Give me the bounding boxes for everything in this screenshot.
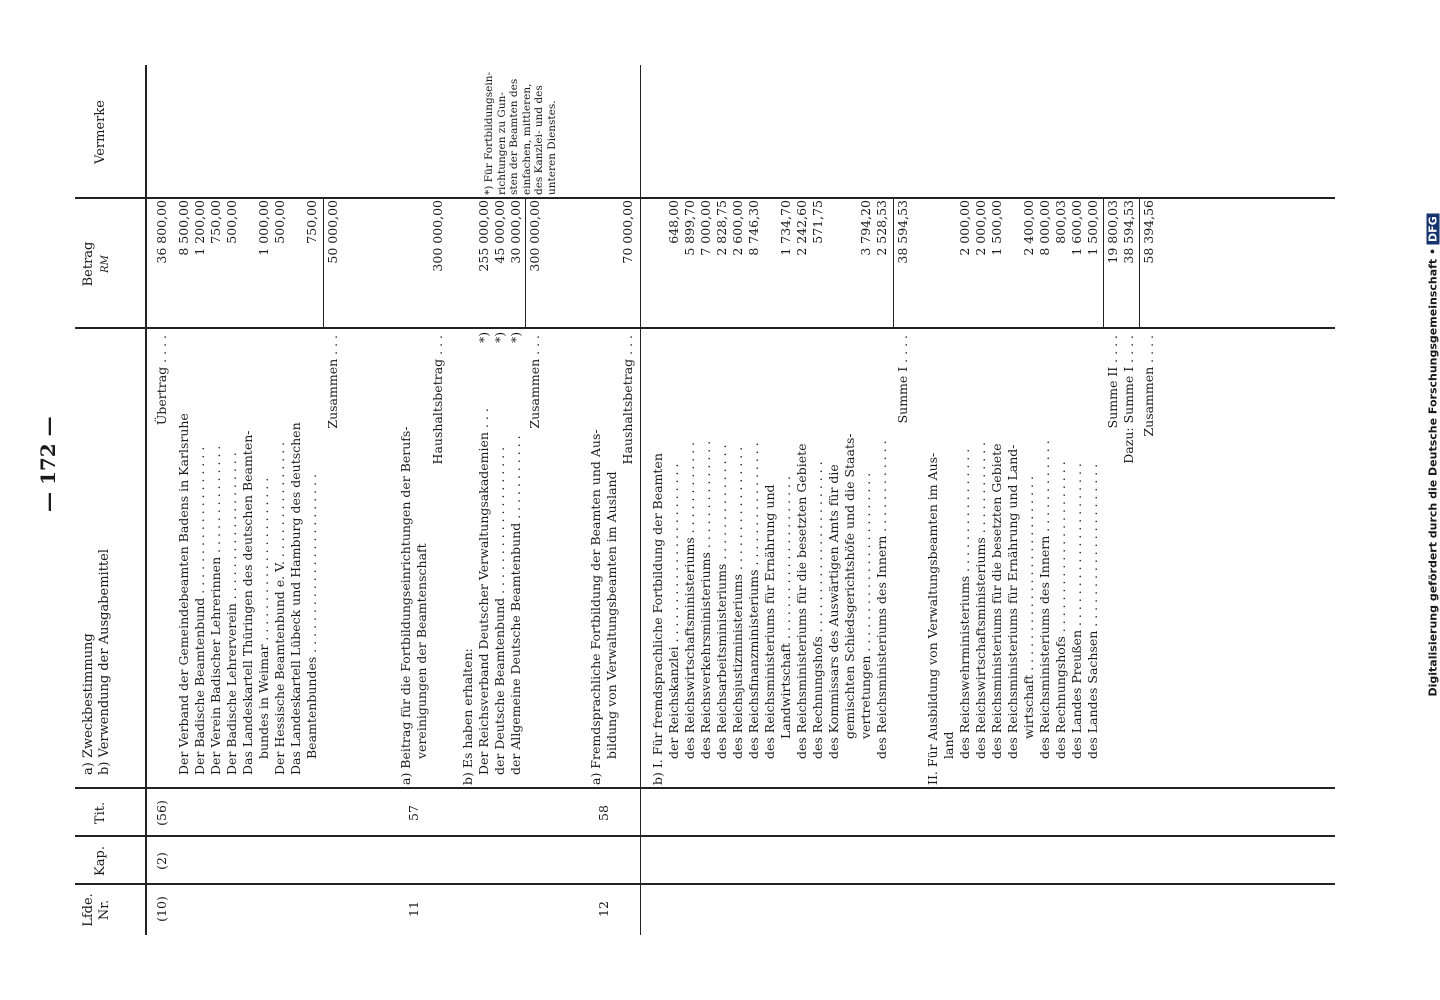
carryover-label: Übertrag . . . . — [154, 335, 169, 426]
digitization-credit — [1426, 216, 1440, 697]
line-item-cont: gemischten Schiedsgerichtshöfe und die Staats- — [842, 433, 857, 739]
subsection-a: a) Beitrag für die Fortbildungseinrichtungen der Berufs- — [398, 426, 413, 785]
table-header — [75, 65, 147, 935]
total-amount: 50 000,00 — [325, 200, 340, 264]
amount: 8 000,00 — [1037, 200, 1052, 256]
line-item: des Reichswehrministeriums . . . . . . . . . . . . . . . . — [957, 448, 972, 759]
total-amount: 300 000,00 — [527, 200, 542, 272]
page-number: — 172 — — [36, 416, 60, 512]
amount: 7 000,00 — [698, 200, 713, 256]
line-item: des Reichsministeriums des Innern . . . . . . . . . . . . — [874, 440, 889, 759]
amount: 648,00 — [666, 200, 681, 244]
amount: 30 000,00 — [508, 200, 523, 264]
subsection-b: b) Es haben erhalten: — [460, 648, 475, 785]
line-item: des Landes Sachsen . . . . . . . . . . . . . . . . . . . . . — [1085, 463, 1100, 759]
plus-label: Dazu: Summe I . . . . — [1121, 335, 1136, 464]
line-item-cont: bundes in Weimar . . . . . . . . . . . . . . . . . . . . . — [256, 477, 271, 759]
header-lfd-nr: Lfde. Nr. — [81, 893, 112, 927]
amount: 750,00 — [304, 200, 319, 244]
budget-label: Haushaltsbetrag . . . — [430, 335, 445, 465]
line-item: des Reichsarbeitsministeriums . . . . . . . . . . . . . . . — [714, 444, 729, 759]
line-item: des Reichsministeriums des Innern . . . . . . . . . . . . — [1037, 440, 1052, 759]
section-II-heading: II. Für Ausbildung von Verwaltungsbeamten im Aus- — [925, 452, 940, 785]
subsection-a-cont: bildung von Verwaltungsbeamten im Ausland — [604, 471, 619, 759]
amount: 500,00 — [272, 200, 287, 244]
amount: 255 000,00 — [476, 200, 491, 272]
amount: 70 000,00 — [620, 200, 635, 264]
line-item: Der Badische Beamtenbund . . . . . . . . . . . . . . . . . . . — [192, 446, 207, 775]
amount: 2 000,00 — [973, 200, 988, 256]
budget-table — [75, 65, 1335, 935]
line-item: des Reichswirtschaftsministeriums . . . . . . . . . . . . — [973, 441, 988, 759]
credit-text: Digitalisierung gefördert durch die Deutsche Forschungsgemeinschaft • — [1426, 247, 1440, 697]
amount: 3 794,20 — [858, 200, 873, 256]
amount: 750,00 — [208, 200, 223, 244]
line-item-cont: wirtschaft . . . . . . . . . . . . . . . . . . . . . . . . . — [1021, 476, 1036, 739]
total-label: Summe I . . . . — [895, 335, 910, 424]
total-amount: 19 800,03 — [1105, 200, 1120, 264]
row-separator — [640, 65, 641, 935]
sum-rule — [893, 199, 894, 329]
amount: 500,00 — [224, 200, 239, 244]
dfg-logo: DFG — [1427, 213, 1440, 245]
header-kap: Kap. — [93, 846, 108, 876]
sum-rule — [1139, 199, 1140, 329]
line-item: Der Hessische Beamtenbund e. V. . . . . . . . . . . . . . . . — [272, 441, 287, 775]
column-rule — [75, 883, 1335, 885]
column-rule — [75, 197, 1335, 199]
line-item: Der Verband der Gemeindebeamten Badens in Karlsruhe — [176, 413, 191, 775]
line-item: der Reichskanzlei . . . . . . . . . . . . . . . . . . . . . . . — [666, 463, 681, 759]
line-item: des Reichsministeriums für die besetzten Gebiete — [794, 443, 809, 759]
line-item: Der Verein Badischer Lehrerinnen . . . . . . . . . . . . . . — [208, 445, 223, 775]
line-item: Das Landeskartell Lübeck und Hamburg des deutschen — [288, 422, 303, 775]
line-item: des Reichsministeriums für die besetzten Gebiete — [989, 443, 1004, 759]
line-item-cont: Landwirtschaft . . . . . . . . . . . . . . . . . . . . . — [778, 476, 793, 739]
tit-number: 58 — [596, 805, 611, 821]
amount: 1 500,00 — [1085, 200, 1100, 256]
line-item-cont: Beamtenbundes . . . . . . . . . . . . . . . . . . . . . . . — [304, 473, 319, 759]
amount: 2 400,00 — [1021, 200, 1036, 256]
line-item: der Deutsche Beamtenbund . . . . . . . . . . . . . . . . . . . — [492, 446, 507, 775]
line-item: des Reichsministeriums für Ernährung und — [762, 484, 777, 759]
grand-total-amount: 58 394,56 — [1141, 200, 1156, 264]
subsection-a-cont: vereinigungen der Beamtenschaft — [414, 543, 429, 759]
amount: 1 200,00 — [192, 200, 207, 256]
line-item: Das Landeskartell Thüringen des deutschen Beamten- — [240, 430, 255, 775]
amount: 1 734,70 — [778, 200, 793, 256]
line-item: Der Badische Lehrerverein . . . . . . . . . . . . . . . . . . . — [224, 452, 239, 775]
header-betrag: Betrag RM — [81, 241, 111, 287]
amount: 2 242,60 — [794, 200, 809, 256]
total-amount: 38 594,53 — [895, 200, 910, 264]
amount: 2 000,00 — [957, 200, 972, 256]
line-item: des Kommissars des Auswärtigen Amts für die — [826, 464, 841, 759]
total-label: Zusammen . . . — [527, 335, 542, 429]
row-number: 12 — [596, 901, 611, 917]
budget-label: Haushaltsbetrag . . . — [620, 335, 635, 465]
tit-number: (56) — [154, 800, 169, 826]
section-II-heading-cont: land — [941, 731, 956, 759]
line-item-cont: vertretungen . . . . . . . . . . . . . . . . . . . . . . . — [858, 472, 873, 739]
line-item: des Rechnungshofs . . . . . . . . . . . . . . . . . . . . . . — [1053, 461, 1068, 759]
amount: 1 500,00 — [989, 200, 1004, 256]
amount: 2 528,53 — [874, 200, 889, 256]
sum-rule — [1103, 199, 1104, 329]
column-rule — [75, 787, 1335, 789]
amount: 300 000,00 — [430, 200, 445, 272]
row-number: (10) — [154, 896, 169, 922]
line-item: des Reichsverkehrsministeriums . . . . . . . . . . . . . . — [698, 440, 713, 759]
column-rule — [75, 835, 1335, 837]
line-item: Der Reichsverband Deutscher Verwaltungsakademien . . . — [476, 408, 491, 775]
total-label: Summe II . . . . — [1105, 335, 1120, 429]
line-item: der Allgemeine Deutsche Beamtenbund . . . . . . . . . . . — [508, 435, 523, 775]
amount: 800,03 — [1053, 200, 1068, 244]
amount: 1 600,00 — [1069, 200, 1084, 256]
tit-number: 57 — [406, 805, 421, 821]
amount: 5 899,70 — [682, 200, 697, 256]
remark-note: *) Für Fortbildungsein- richtungen zu Gun- sten der Beamten des einfachen, mittleren, des Kanzlei- und des unteren Dienstes. — [483, 71, 558, 195]
amount: 2 600,00 — [730, 200, 745, 256]
footnote-marker: *) — [476, 331, 491, 343]
sum-rule — [525, 199, 526, 329]
amount: 8 746,30 — [746, 200, 761, 256]
amount: 2 828,75 — [714, 200, 729, 256]
line-item: des Reichswirtschaftsministeriums . . . . . . . . . . . . — [682, 441, 697, 759]
amount: 8 500,00 — [176, 200, 191, 256]
amount: 45 000,00 — [492, 200, 507, 264]
line-item: des Reichsfinanzministeriums . . . . . . . . . . . . . . . . — [746, 442, 761, 759]
total-label: Zusammen . . . — [325, 335, 340, 429]
amount: 571,75 — [810, 200, 825, 244]
line-item: des Rechnungshofs . . . . . . . . . . . . . . . . . . . . . . — [810, 461, 825, 759]
header-tit: Tit. — [93, 801, 108, 825]
line-item: des Reichsministeriums für Ernährung und Land- — [1005, 444, 1020, 759]
section-I-heading: b) I. Für fremdsprachliche Fortbildung der Beamten — [650, 453, 665, 785]
grand-total-label: Zusammen . . . . — [1141, 335, 1156, 437]
header-vermerke: Vermerke — [93, 100, 108, 164]
subsection-a: a) Fremdsprachliche Fortbildung der Beamten und Aus- — [588, 429, 603, 785]
line-item: des Landes Preußen . . . . . . . . . . . . . . . . . . . . . — [1069, 463, 1084, 759]
kap-number: (2) — [154, 852, 169, 870]
row-number: 11 — [406, 901, 421, 917]
amount: 36 800,00 — [154, 200, 169, 264]
amount: 38 594,53 — [1121, 200, 1136, 264]
footnote-marker: *) — [508, 331, 523, 343]
line-item: des Reichsjustizministeriums . . . . . . . . . . . . . . . . — [730, 446, 745, 759]
amount: 1 000,00 — [256, 200, 271, 256]
header-purpose: a) Zweckbestimmung b) Verwendung der Ausgabemittel — [81, 548, 112, 775]
sum-rule — [323, 199, 324, 329]
footnote-marker: *) — [492, 331, 507, 343]
